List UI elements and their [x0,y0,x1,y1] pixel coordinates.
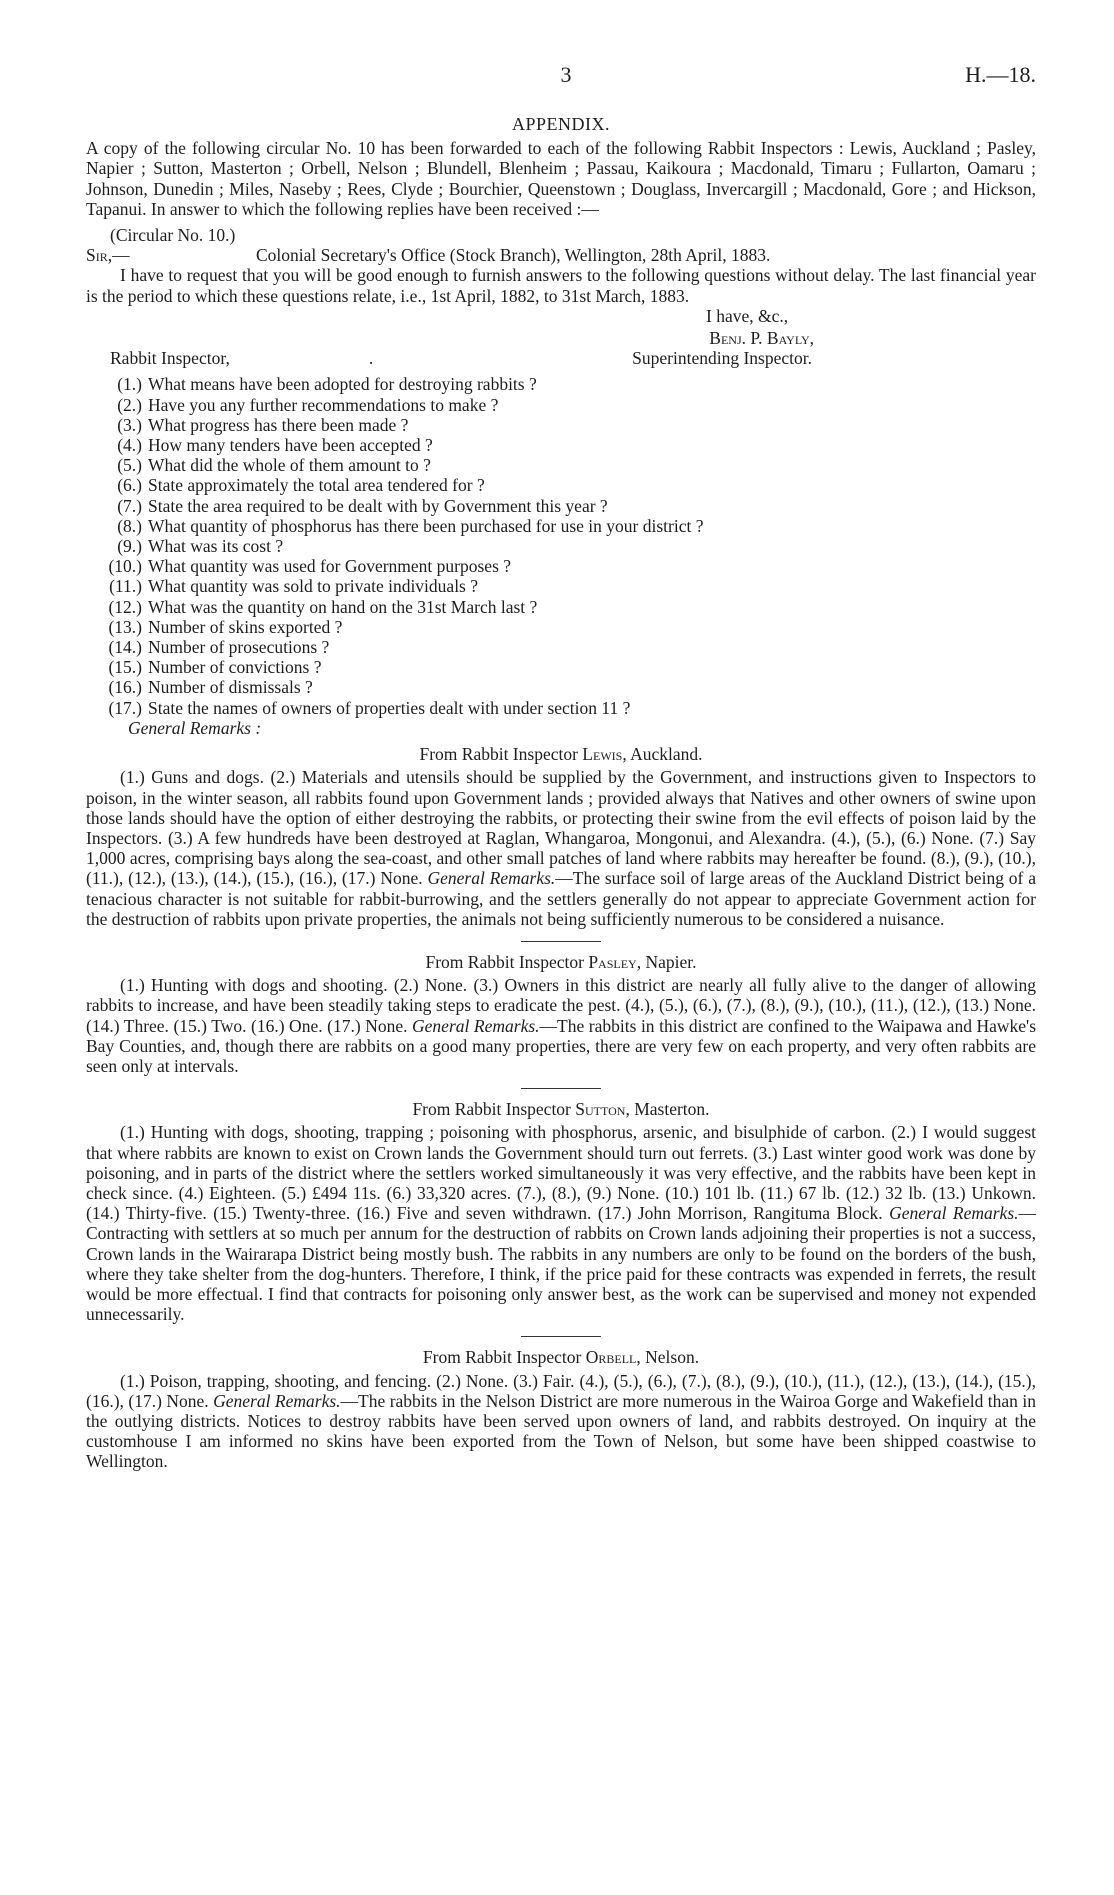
question-item: (1.) What means have been adopted for destroying rabbits ? [117,374,537,395]
question-item: (10.) What quantity was used for Government purposes ? [108,556,512,577]
question-item: (16.) Number of dismissals ? [108,677,313,698]
signatory-title: Superintending Inspector. [632,348,812,369]
circular-heading-line [86,245,1036,265]
question-item: (15.) Number of convictions ? [108,657,322,678]
report-body-orbell: (1.) Poison, trapping, shooting, and fencing. (2.) None. (3.) Fair. (4.), (5.), (6.), (7.), (8.), (9.), (10.), (11.), (12.), (13.), (14.), (15.), (16.), (17.) None. General Remarks.—The rabbits in the Nelson District are more numerous in the Wairoa Gorge and Wakefield than in the outlying districts. Notices to destroy rabbits have been served upon owners of land, and rabbits destroyed. On inquiry at the customhouse I am informed no skins have been exported from the Town of Nelson, but some have been shipped coastwise to Wellington. [86,1370,1036,1472]
addressee: Rabbit Inspector, [110,348,230,369]
report-body-lewis: (1.) Guns and dogs. (2.) Materials and utensils should be supplied by the Government, and instructions given to Inspectors to poison, in the winter season, all rabbits found upon Government lands ; provided always that Natives and other owners of swine upon those lands should have the option of either destroying the rabbits, or protecting their swine from the evil effects of poison laid by the Inspectors. (3.) A few hundreds have been destroyed at Raglan, Whangaroa, Mongonui, and Alexandra. (4.), (5.), (6.) None. (7.) Say 1,000 acres, comprising bays along the sea-coast, and other small patches of land where rabbits may hereafter be found. (8.), (9.), (10.), (11.), (12.), (13.), (14.), (15.), (16.), (17.) None. General Remarks.—The surface soil of large areas of the Auckland District being of a tenacious character is not suitable for rabbit-burrowing, and the settlers generally do not appear to appreciate Government action for the destruction of rabbits upon private properties, the animals not being sufficiently numerous to be considered a nuisance. [86,767,1037,929]
appendix-intro: A copy of the following circular No. 10 has been forwarded to each of the following Rabbit Inspectors : Lewis, Auckland ; Pasley, Napier ; Sutton, Masterton ; Orbell, Nelson ; Blundell, Blenheim ; Passau, Kaikoura ; Macdonald, Timaru ; Fullarton, Oamaru ; Johnson, Dunedin ; Miles, Naseby ; Rees, Clyde ; Bourchier, Queenstown ; Douglass, Invercargill ; Macdonald, Gore ; and Hickson, Tapanui. In answer to which the following replies have been received :— [86,138,1036,219]
question-item: (13.) Number of skins exported ? [108,616,343,637]
addressee-row [86,348,1036,368]
question-item: (3.) What progress has there been made ? [117,414,409,435]
signatory-row [86,328,1036,348]
office-line: Colonial Secretary's Office (Stock Branch), Wellington, 28th April, 1883. [256,245,771,266]
report-heading-sutton: From Rabbit Inspector Sutton, Masterton. [412,1099,710,1120]
question-item: (4.) How many tenders have been accepted ? [117,435,433,456]
circular-label: (Circular No. 10.) [110,225,236,246]
report-heading-orbell: From Rabbit Inspector Orbell, Nelson. [422,1347,700,1368]
section-divider [521,941,601,942]
question-item: (17.) State the names of owners of properties dealt with under section 11 ? [108,697,631,718]
question-item: (7.) State the area required to be dealt with by Government this year ? [117,495,608,516]
report-heading-pasley: From Rabbit Inspector Pasley, Napier. [425,951,697,972]
question-item: (14.) Number of prosecutions ? [108,637,330,658]
question-item: (8.) What quantity of phosphorus has there been purchased for use in your district ? [117,515,704,536]
question-item: (2.) Have you any further recommendations to make ? [117,394,499,415]
report-body-pasley: (1.) Hunting with dogs and shooting. (2.) None. (3.) Owners in this district are nearly all fully alive to the danger of allowing rabbits to increase, and have been steadily taking steps to eradicate the pest. (4.), (5.), (6.), (7.), (8.), (9.), (10.), (11.), (12.), (13.) None. (14.) Three. (15.) Two. (16.) One. (17.) None. General Remarks.—The rabbits in this district are confined to the Waipawa and Hawke's Bay Counties, and, though there are rabbits on a good many properties, there are very few on each property, and very often rabbits are seen only at intervals. [86,975,1037,1076]
document-reference: H.—18. [965,62,1036,87]
question-list [86,374,1036,717]
circular-body: I have to request that you will be good enough to furnish answers to the following questions without delay. The last financial year is the period to which these questions relate, i.e., 1st April, 1882, to 31st March, 1883. [86,265,1036,306]
question-item: (9.) What was its cost ? [117,536,284,557]
closing-row [86,306,1036,326]
salutation: Sir,— [86,245,130,266]
report-heading-lewis: From Rabbit Inspector Lewis, Auckland. [419,744,703,765]
page-content [86,114,1036,1472]
question-item: (12.) What was the quantity on hand on the 31st March last ? [108,596,538,617]
addressee-mark: . [368,348,374,369]
question-item: (6.) State approximately the total area tendered for ? [117,475,485,496]
page-number: 3 [560,62,572,87]
question-item: (5.) What did the whole of them amount to ? [117,455,431,476]
signatory-name: Benj. P. Bayly, [709,328,814,349]
general-remarks-label: General Remarks : [128,717,262,738]
closing: I have, &c., [706,305,789,326]
section-divider [521,1088,601,1089]
page-header [86,62,1036,94]
report-body-sutton: (1.) Hunting with dogs, shooting, trapping ; poisoning with phosphorus, arsenic, and bisulphide of carbon. (2.) I would suggest that where rabbits are known to exist on Crown lands the Government should turn out ferrets. (3.) Last winter good work was done by poisoning, and in parts of the district where the settlers worked simultaneously it was very effective, and the rabbits have been kept in check since. (4.) Eighteen. (5.) £494 11s. (6.) 33,320 acres. (7.), (8.), (9.) None. (10.) 101 lb. (11.) 67 lb. (12.) 32 lb. (13.) Unkown. (14.) Thirty-five. (15.) Twenty-three. (16.) Five and seven withdrawn. (17.) John Morrison, Rangituma Block. General Remarks.—Contracting with settlers at so much per annum for the destruction of rabbits on Crown lands adjoining their properties is not a success, Crown lands in the Wairarapa District being mostly bush. The rabbits in any numbers are only to be found on the borders of the bush, where they take shelter from the dog-hunters. Therefore, I think, if the price paid for these contracts was expended in ferrets, the result would be more effectual. I find that contracts for poisoning only answer best, as the work can be supervised and money not expended unnecessarily. [86,1122,1037,1325]
appendix-title: APPENDIX. [511,114,610,134]
section-divider [521,1336,601,1337]
question-item: (11.) What quantity was sold to private individuals ? [109,576,479,597]
